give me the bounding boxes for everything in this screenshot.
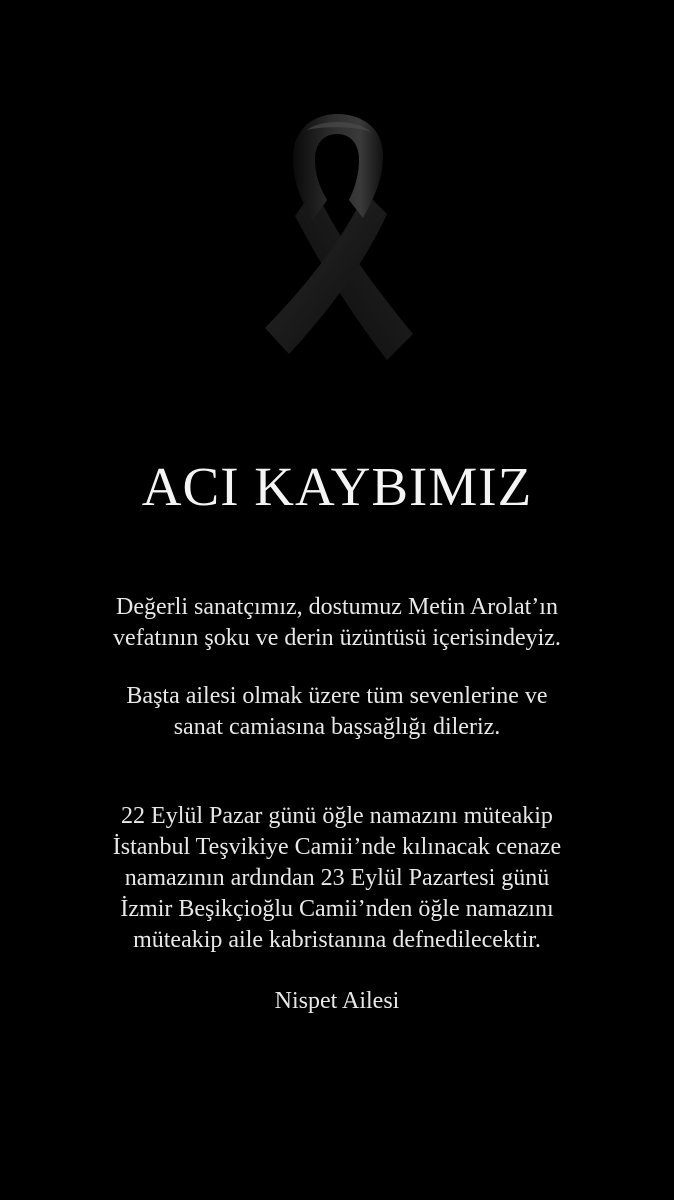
text-line: İzmir Beşikçioğlu Camii’nden öğle namazını: [120, 896, 554, 922]
text-line: Başta ailesi olmak üzere tüm sevenlerine ve: [126, 683, 548, 709]
sympathy-paragraph: [40, 681, 634, 743]
announcement-title: ACI KAYBIMIZ: [141, 456, 533, 517]
text-line: vefatının şoku ve derin üzüntüsü içerisindeyiz.: [113, 625, 561, 651]
funeral-details-paragraph: [40, 801, 634, 956]
family-signature: Nispet Ailesi: [274, 988, 400, 1014]
text-line: namazının ardından 23 Eylül Pazartesi günü: [124, 865, 550, 891]
text-line: Değerli sanatçımız, dostumuz Metin Arolat’ın: [116, 594, 558, 620]
text-line: 22 Eylül Pazar günü öğle namazını müteakip: [121, 803, 553, 829]
mourning-ribbon-icon: [237, 108, 437, 378]
text-line: sanat camiasına başsağlığı dileriz.: [173, 714, 501, 740]
condolence-paragraph: [40, 592, 634, 654]
text-line: İstanbul Teşvikiye Camii’nde kılınacak cenaze: [112, 834, 562, 860]
text-line: müteakip aile kabristanına defnedilecektir.: [133, 927, 541, 953]
